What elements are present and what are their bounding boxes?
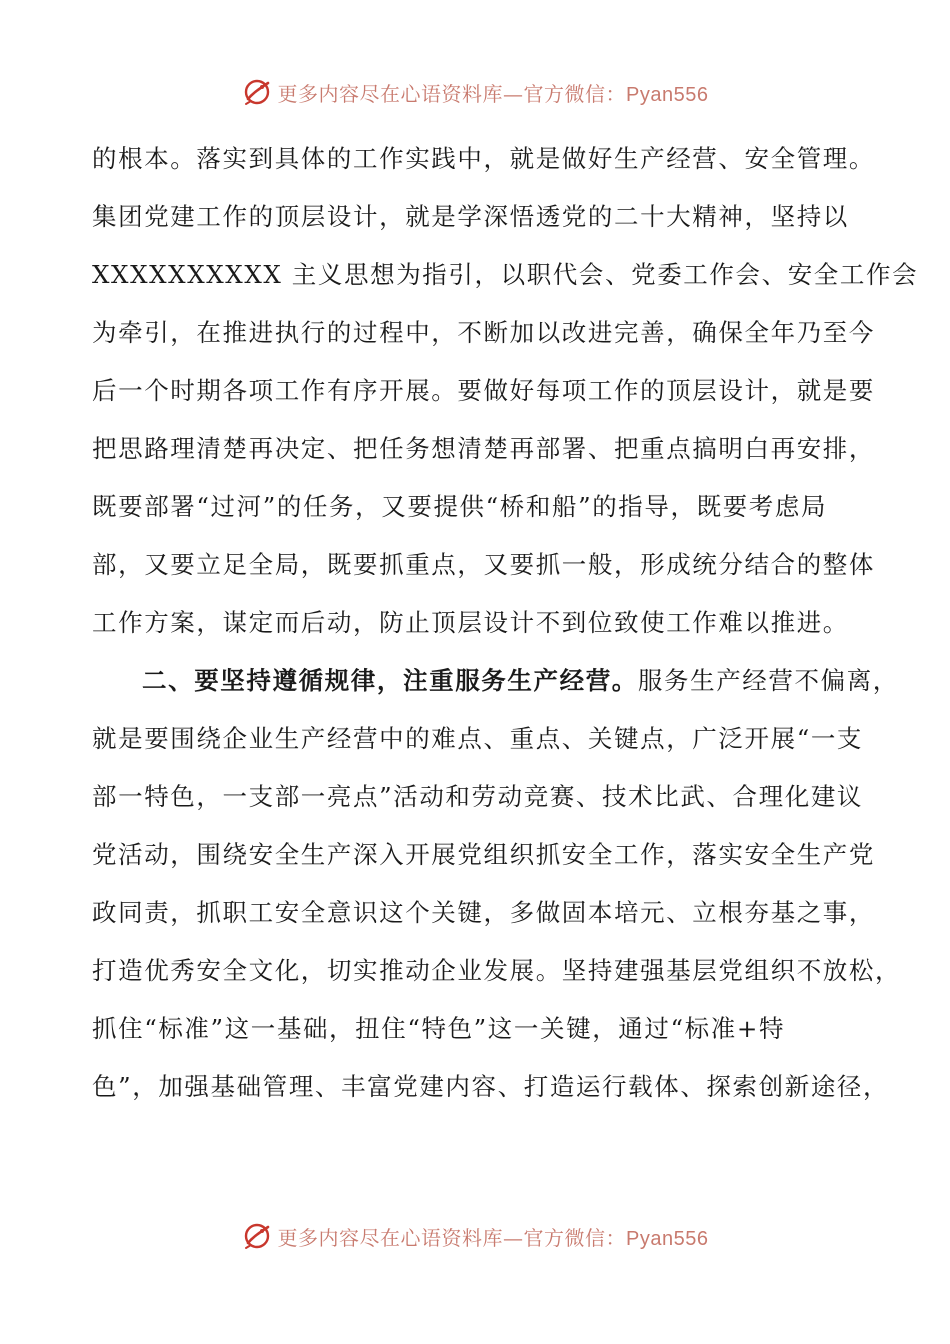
body-line: 的根本。落实到具体的工作实践中，就是做好生产经营、安全管理。 (92, 144, 875, 173)
body-line: 色”，加强基础管理、丰富党建内容、打造运行载体、探索创新途径， (92, 1072, 890, 1101)
body-line: 既要部署“过河”的任务，又要提供“桥和船”的指导，既要考虑局 (92, 492, 828, 521)
banner-title: 更多内容尽在心语资料库 (277, 81, 504, 106)
banner-wechat-id: Pyan556 (626, 83, 709, 106)
banner-wechat-id: Pyan556 (626, 1227, 709, 1250)
body-line: 党活动，围绕安全生产深入开展党组织抓安全工作，落实安全生产党 (92, 840, 875, 869)
body-line: 打造优秀安全文化，切实推动企业发展。坚持建强基层党组织不放松， (92, 956, 902, 985)
body-line: 集团党建工作的顶层设计，就是学深悟透党的二十大精神，坚持以 (92, 202, 849, 231)
body-line: 为牵引，在推进执行的过程中，不断加以改进完善，确保全年乃至今 (92, 318, 875, 347)
body-line: 后一个时期各项工作有序开展。要做好每项工作的顶层设计，就是要 (92, 376, 875, 405)
footer-banner-text (278, 1222, 709, 1251)
body-line: 政同责，抓职工安全意识这个关键，多做固本培元、立根夯基之事， (92, 898, 875, 927)
body-line: 部一特色，一支部一亮点”活动和劳动竞赛、技术比武、合理化建议 (92, 782, 864, 811)
body-line: 部，又要立足全局，既要抓重点，又要抓一般，形成统分结合的整体 (92, 550, 875, 579)
banner-separator: — (503, 1225, 524, 1250)
body-line: 就是要围绕企业生产经营中的难点、重点、关键点，广泛开展“一支 (92, 724, 864, 753)
header-banner-text (278, 78, 709, 107)
banner-title: 更多内容尽在心语资料库 (277, 1225, 504, 1250)
body-line: 把思路理清楚再决定、把任务想清楚再部署、把重点搞明白再安排， (92, 434, 875, 463)
brush-logo-icon (242, 1221, 272, 1251)
body-line: XXXXXXXXXX 主义思想为指引，以职代会、党委工作会、安全工作会 (92, 260, 919, 289)
section-heading-line (92, 652, 899, 710)
section-heading-rest: 服务生产经营不偏离， (637, 666, 899, 695)
banner-separator: — (503, 81, 524, 106)
document-body (92, 130, 919, 1116)
body-line: 工作方案，谋定而后动，防止顶层设计不到位致使工作难以推进。 (92, 608, 849, 637)
section-heading: 二、要坚持遵循规律，注重服务生产经营。 (142, 666, 638, 695)
footer-banner (0, 1216, 950, 1256)
body-line: 抓住“标准”这一基础，扭住“特色”这一关键，通过“标准+特 (92, 1014, 786, 1043)
brush-logo-icon (242, 77, 272, 107)
banner-wechat-label: 官方微信： (523, 1225, 627, 1250)
header-banner (0, 72, 950, 112)
banner-wechat-label: 官方微信： (523, 81, 627, 106)
